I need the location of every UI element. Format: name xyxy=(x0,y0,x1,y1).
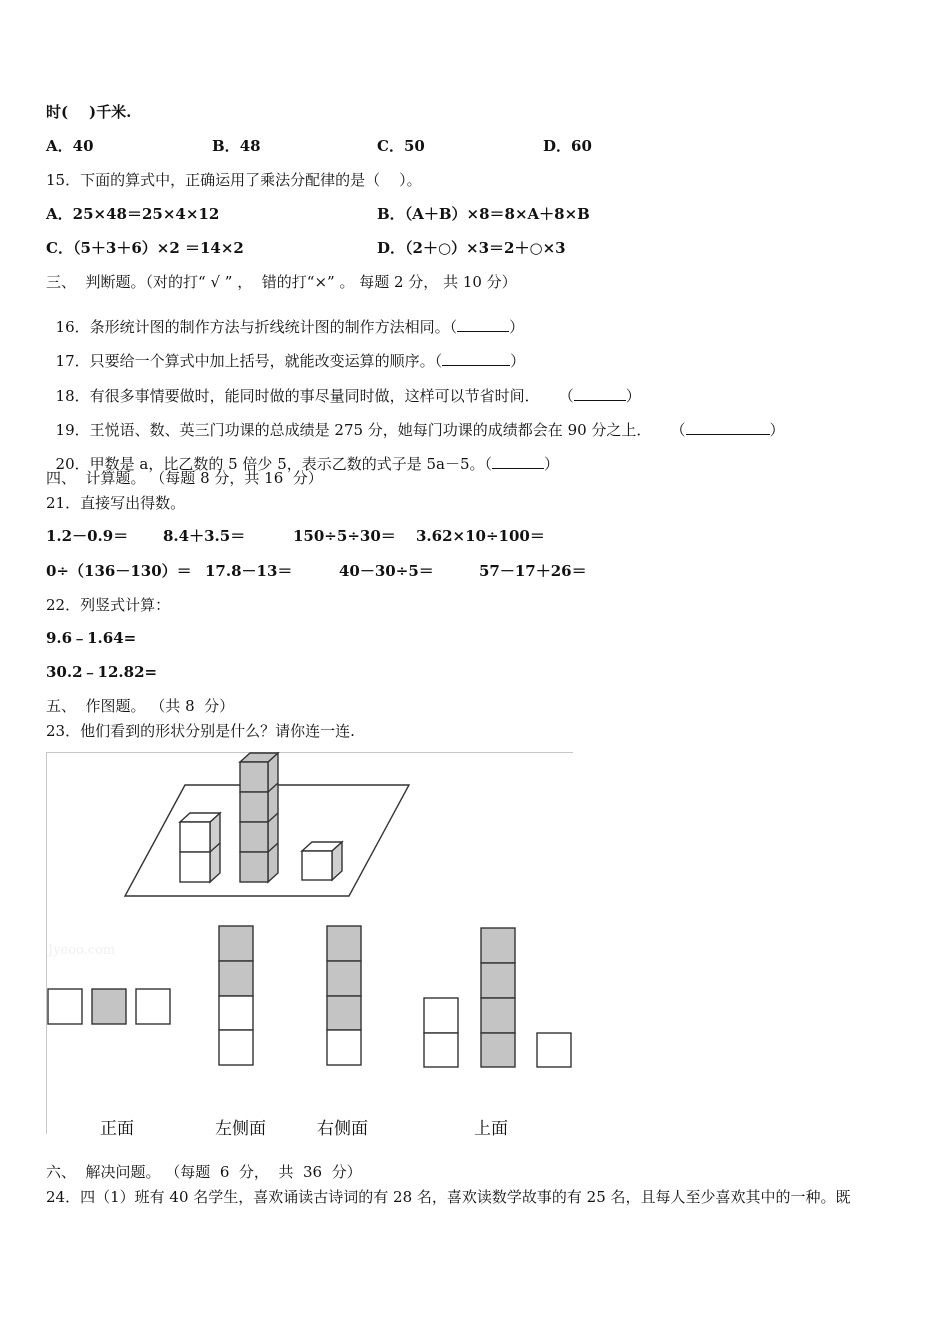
right-cube xyxy=(302,842,342,880)
answer-blank[interactable] xyxy=(574,386,626,401)
expression: 1.2－0.9＝ xyxy=(46,527,129,545)
q14-option-a xyxy=(46,136,94,156)
section4-heading: 四、 计算题。 （每题 8 分，共 16 分） xyxy=(46,469,323,487)
q23-stem: 23．他们看到的形状分别是什么？请你连一连. xyxy=(46,722,355,740)
q22-stem: 22．列竖式计算： xyxy=(46,596,171,614)
q14-option-d xyxy=(543,136,592,156)
q15-option-c xyxy=(46,238,244,258)
q24-text: 24．四（1）班有 40 名学生，喜欢诵读古诗词的有 28 名，喜欢读数学故事的有 25 名，且每人至少喜欢其中的一种。既 xyxy=(46,1188,851,1206)
three-view-figure xyxy=(46,752,574,1139)
q15-stem: 15．下面的算式中，正确运用了乘法分配律的是（ ）。 xyxy=(46,171,422,189)
expression: 0÷（136－130）＝ xyxy=(46,562,192,580)
answer-blank[interactable] xyxy=(686,420,770,435)
option-value: 40 xyxy=(72,137,94,155)
center-cube-stack xyxy=(240,753,278,882)
option-value: 48 xyxy=(239,137,261,155)
option-label: D． xyxy=(377,239,406,257)
option-value: 50 xyxy=(403,137,425,155)
close-paren: ） xyxy=(625,387,641,405)
view-label-front: 正面 xyxy=(100,1119,134,1139)
front-view-option xyxy=(48,989,170,1024)
q20-text: 20．甲数是 a，比乙数的 5 倍少 5，表示乙数的式子是 5a－5。（ xyxy=(55,455,493,473)
answer-blank[interactable] xyxy=(492,454,544,469)
q14-option-b xyxy=(212,136,261,156)
option-label: C． xyxy=(46,239,73,257)
close-paren: ） xyxy=(509,318,525,336)
close-paren: ） xyxy=(544,455,560,473)
q14-tail-text: 时( )千米. xyxy=(46,103,132,121)
close-paren: ） xyxy=(769,421,785,439)
option-value: （5＋3＋6）×2 ＝14×2 xyxy=(72,239,244,257)
expression: 150÷5÷30＝ xyxy=(293,527,396,545)
cube-arrangement-drawing xyxy=(46,752,574,1134)
view-label-top: 上面 xyxy=(474,1119,508,1139)
q15-option-a xyxy=(46,204,219,224)
right-side-view-option xyxy=(327,926,361,1065)
option-value: 60 xyxy=(571,137,592,155)
left-side-view-option xyxy=(219,926,253,1065)
section6-heading: 六、 解决问题。 （每题 6 分， 共 36 分） xyxy=(46,1163,362,1181)
answer-blank[interactable] xyxy=(457,317,509,332)
expression: 57－17＋26＝ xyxy=(479,562,587,580)
q22-item-2: 30.2﹣12.82= xyxy=(46,663,158,681)
expression: 40－30÷5＝ xyxy=(339,562,434,580)
view-label-right-side: 右侧面 xyxy=(317,1119,368,1139)
option-label: B． xyxy=(377,205,405,223)
watermark: Jyeoo.com xyxy=(48,943,116,958)
section3-heading: 三、 判断题。（对的打“ √ ” ， 错的打“×” 。 每题 2 分， 共 10 分） xyxy=(46,273,517,291)
option-label: C． xyxy=(377,137,404,155)
answer-blank[interactable] xyxy=(442,351,510,366)
option-value: （A＋B）×8＝8×A＋8×B xyxy=(404,205,590,223)
q16-text: 16．条形统计图的制作方法与折线统计图的制作方法相同。（ xyxy=(55,318,458,336)
option-label: B． xyxy=(212,137,240,155)
q22-item-1: 9.6﹣1.64= xyxy=(46,629,137,647)
option-label: D． xyxy=(543,137,572,155)
close-paren: ） xyxy=(510,352,526,370)
expression: 8.4＋3.5＝ xyxy=(163,527,246,545)
option-value: 25×48＝25×4×12 xyxy=(72,205,220,223)
q17-text: 17．只要给一个算式中加上括号，就能改变运算的顺序。（ xyxy=(55,352,443,370)
section5-heading: 五、 作图题。 （共 8 分） xyxy=(46,697,235,715)
view-label-left-side: 左侧面 xyxy=(215,1119,266,1139)
q18-text: 18．有很多事情要做时，能同时做的事尽量同时做，这样可以节省时间． （ xyxy=(55,387,574,405)
q17 xyxy=(46,331,525,371)
q15-option-b xyxy=(377,204,590,224)
q19-text: 19．王悦语、数、英三门功课的总成绩是 275 分，她每门功课的成绩都会在 90 分之上． （ xyxy=(55,421,686,439)
option-label: A． xyxy=(46,137,73,155)
option-label: A． xyxy=(46,205,73,223)
expression: 17.8－13＝ xyxy=(205,562,293,580)
left-cube-stack xyxy=(180,813,220,882)
q15-option-d xyxy=(377,238,566,258)
top-view-option xyxy=(424,928,571,1067)
q14-option-c xyxy=(377,136,425,156)
option-value: （2＋○）×3＝2＋○×3 xyxy=(405,239,566,257)
expression: 3.62×10÷100＝ xyxy=(416,527,545,545)
q21-stem: 21．直接写出得数。 xyxy=(46,494,186,512)
